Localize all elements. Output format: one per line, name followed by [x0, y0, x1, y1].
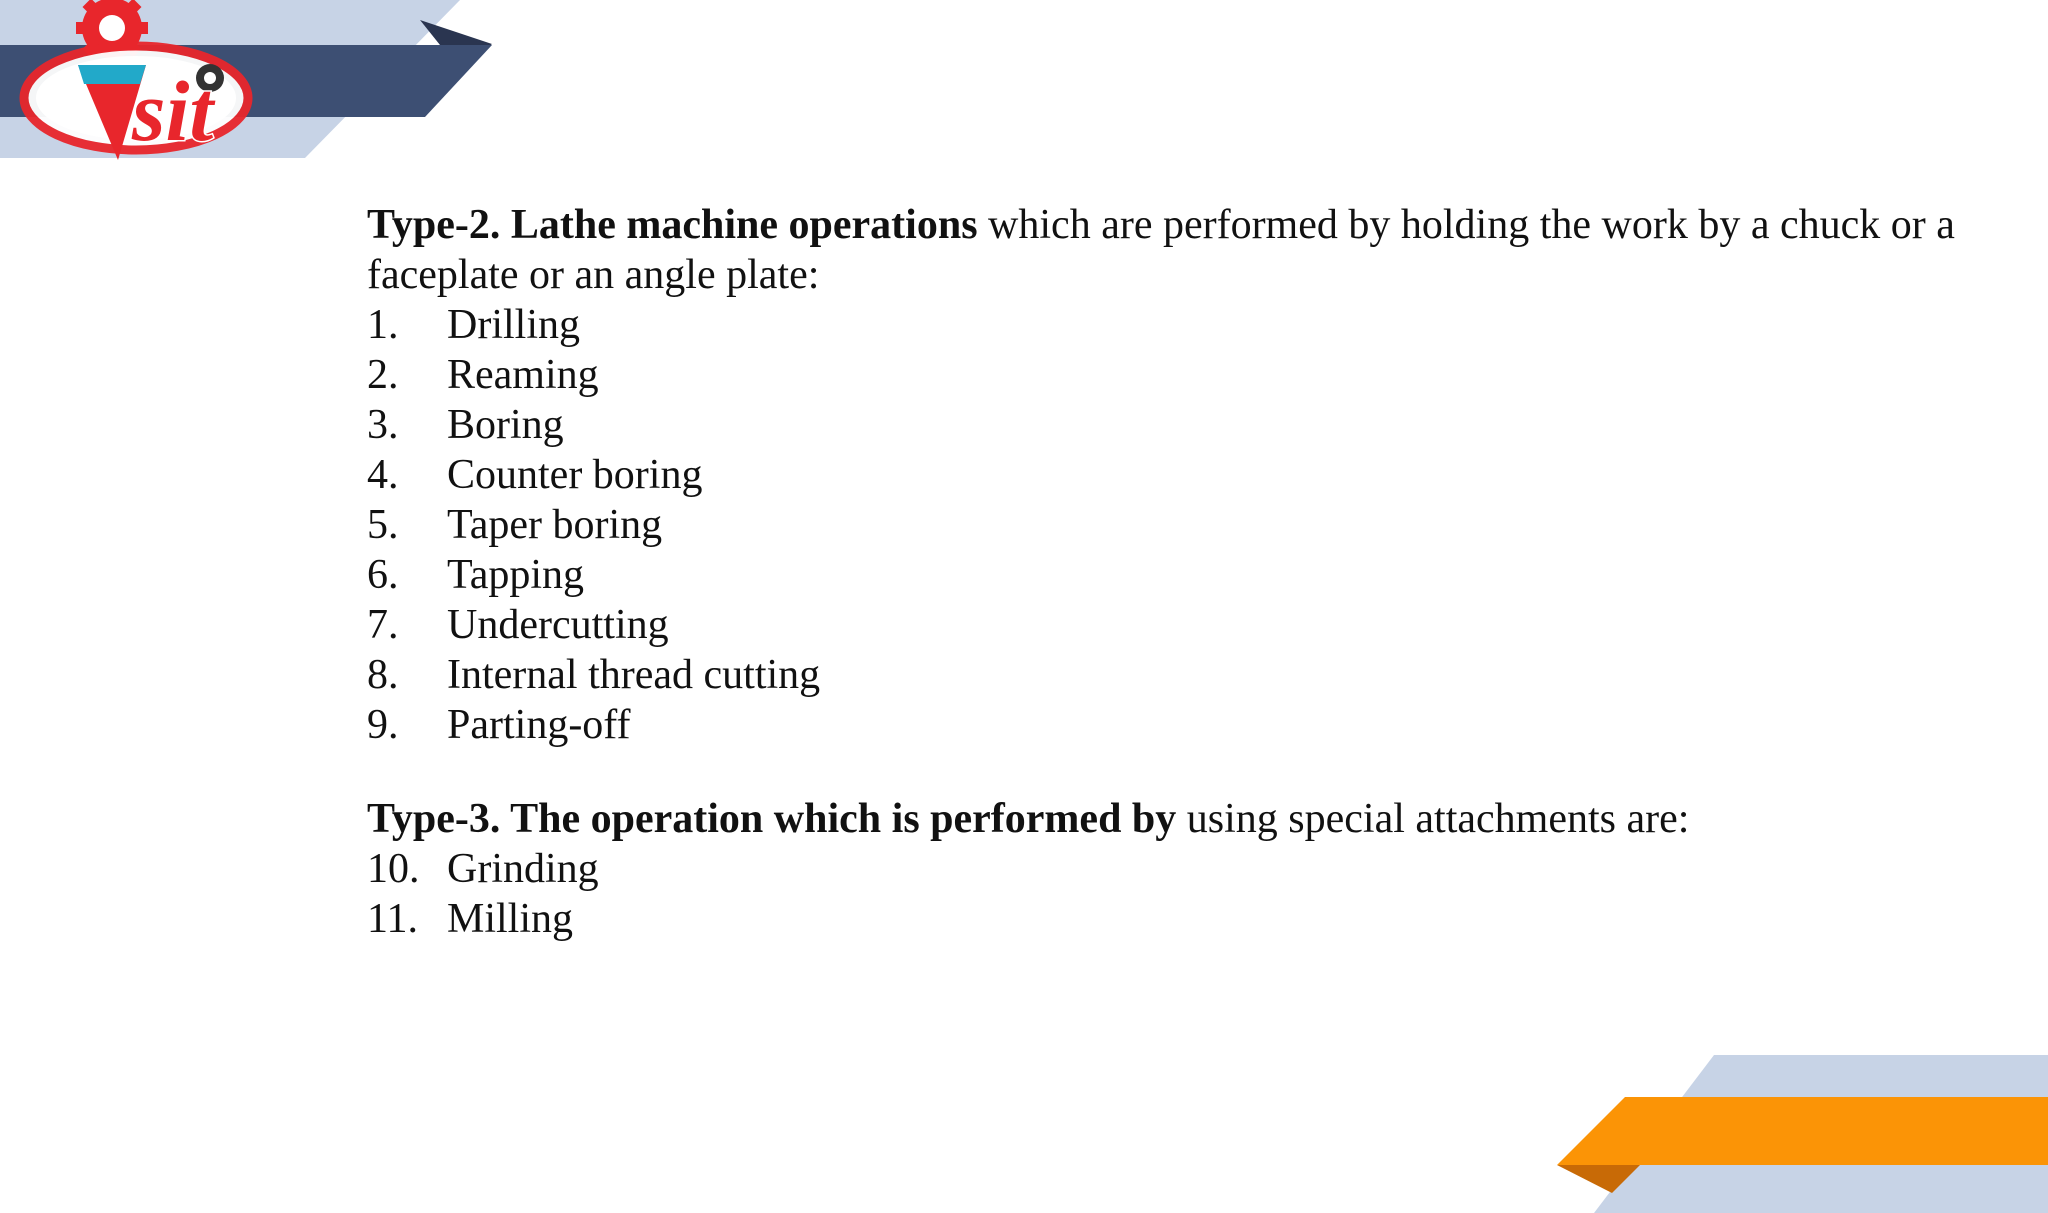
list-item-label: Drilling	[447, 302, 580, 348]
list-item-number: 2.	[367, 352, 399, 398]
list-item	[367, 450, 1987, 500]
list-item-label: Boring	[447, 402, 564, 448]
type3-operations-list	[367, 844, 1987, 944]
list-item-label: Milling	[447, 896, 574, 942]
isit-logo	[14, 0, 274, 165]
list-item-number: 1.	[367, 302, 399, 348]
logo-text: sit	[132, 63, 214, 159]
list-item	[367, 700, 1987, 750]
list-item-number: 11.	[367, 896, 418, 942]
list-item-number: 10.	[367, 846, 420, 892]
list-item-number: 5.	[367, 502, 399, 548]
type2-heading-bold: Type-2. Lathe machine operations	[367, 202, 978, 248]
list-item-label: Grinding	[447, 846, 599, 892]
type3-heading-bold: Type-3. The operation which is performed by	[367, 796, 1177, 842]
list-item-label: Counter boring	[447, 452, 703, 498]
list-item	[367, 350, 1987, 400]
list-item-number: 8.	[367, 652, 399, 698]
list-item-number: 3.	[367, 402, 399, 448]
list-item	[367, 844, 1987, 894]
type3-heading-rest: using special attachments are:	[1176, 796, 1690, 842]
list-item-label: Parting-off	[447, 702, 631, 748]
list-item	[367, 300, 1987, 350]
list-item	[367, 650, 1987, 700]
list-item-label: Taper boring	[447, 502, 663, 548]
list-item	[367, 894, 1987, 944]
list-item	[367, 400, 1987, 450]
list-item-label: Tapping	[447, 552, 585, 598]
list-item	[367, 550, 1987, 600]
section-spacer	[367, 750, 1987, 794]
type2-heading	[367, 200, 1987, 300]
type2-heading-rest: which are performed by holding the work by a chuck or a faceplate or an angle plate:	[367, 202, 1955, 298]
slide-content	[367, 200, 1987, 944]
list-item-label: Reaming	[447, 352, 599, 398]
list-item-number: 4.	[367, 452, 399, 498]
type3-heading	[367, 794, 1987, 844]
list-item-label: Undercutting	[447, 602, 669, 648]
list-item	[367, 500, 1987, 550]
list-item	[367, 600, 1987, 650]
list-item-number: 7.	[367, 602, 399, 648]
list-item-number: 9.	[367, 702, 399, 748]
type2-operations-list	[367, 300, 1987, 750]
list-item-label: Internal thread cutting	[447, 652, 821, 698]
footer-light-stripe	[1594, 1055, 2048, 1213]
footer-dark-orange-shadow	[1557, 1165, 1640, 1193]
list-item-number: 6.	[367, 552, 399, 598]
footer-orange-arrow	[1557, 1097, 2048, 1165]
